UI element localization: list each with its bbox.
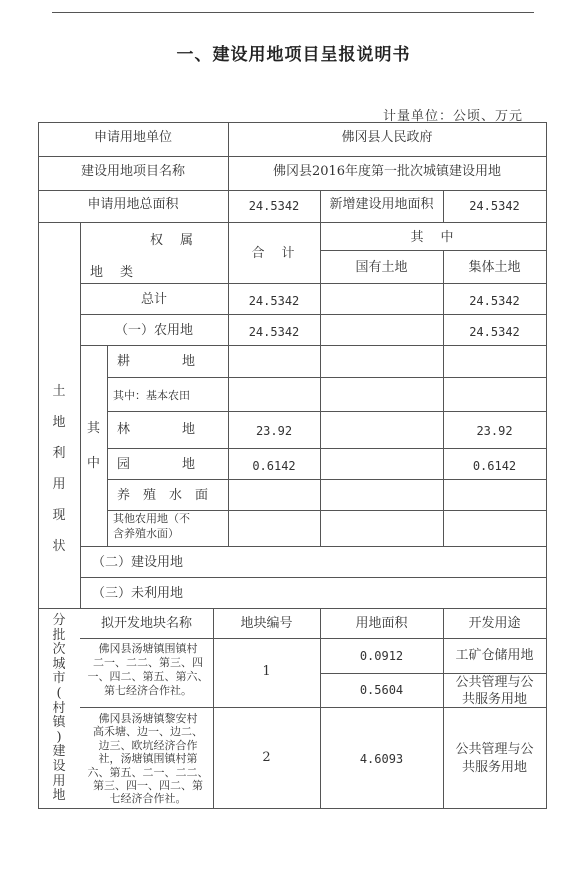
of-which-header: 其 中	[410, 230, 456, 245]
parcel-area-1b: 0.5604	[359, 683, 404, 697]
land-type-header: 地 类	[90, 265, 136, 280]
total-area-value: 24.5342	[248, 199, 300, 213]
parcel-no-header: 地块编号	[240, 616, 293, 631]
side-char: 用	[52, 477, 66, 492]
land-status-side-label	[38, 376, 80, 562]
parcel-name-line: 边三、欧坑经济合作	[98, 738, 198, 752]
parcel-use-1b	[443, 674, 546, 708]
side-char: 地	[52, 415, 66, 430]
side-char: 分	[52, 613, 66, 628]
parcel-name-line: 七经济合作社。	[109, 792, 187, 806]
side-char: )	[56, 729, 62, 745]
parcel-use-line: 共服务用地	[461, 692, 527, 707]
farmland-total: 24.5342	[248, 325, 300, 339]
farmland-collective: 24.5342	[469, 325, 520, 339]
side-char: 城	[52, 656, 66, 672]
garden-land-total: 0.6142	[252, 459, 296, 473]
new-area-value: 24.5342	[469, 199, 520, 213]
side-char: 用	[52, 773, 66, 789]
unused-land-label: （三）未利用地	[92, 586, 184, 601]
parcel-name-line: 佛冈县汤塘镇黎安村	[98, 712, 198, 725]
other-farmland-line1: 其他农用地（不	[113, 512, 190, 525]
basic-farmland-label: 其中：基本农田	[113, 389, 190, 402]
forest-land-collective: 23.92	[476, 424, 513, 438]
batch-side-label	[38, 614, 80, 804]
page-title: 一、建设用地项目呈报说明书	[176, 45, 411, 65]
of-which-side-1: 其	[86, 421, 100, 436]
parcel-use-line: 公共管理与公	[455, 675, 534, 690]
side-char: 现	[52, 508, 66, 523]
parcel-use-line: 公共管理与公	[455, 742, 534, 757]
state-land-header: 国有土地	[355, 260, 408, 275]
forest-land-total: 23.92	[255, 424, 293, 438]
side-char: (	[56, 685, 62, 701]
parcel-name-line: 二一、二二、第三、四	[93, 656, 203, 669]
parcel-name-header: 拟开发地块名称	[100, 616, 192, 631]
side-char: 次	[52, 642, 66, 658]
parcel-name-line: 佛冈县汤塘镇围镇村	[98, 642, 198, 655]
total-area-label: 申请用地总面积	[87, 197, 179, 212]
side-char: 设	[52, 758, 66, 774]
other-farmland-line2: 含养殖水面）	[113, 527, 179, 540]
aquaculture-label: 养 殖 水 面	[117, 488, 209, 503]
side-char: 状	[52, 539, 66, 554]
applicant-value: 佛冈县人民政府	[341, 130, 433, 145]
parcel-use-2	[443, 741, 546, 777]
garden-land-label: 园 地	[117, 457, 196, 472]
new-area-label: 新增建设用地面积	[329, 197, 434, 212]
parcel-name-line: 一、四二、第五、第六、	[87, 670, 209, 683]
grand-total-label: 总计	[140, 292, 167, 307]
construction-land-label: （二）建设用地	[92, 555, 184, 570]
project-value: 佛冈县2016年度第一批次城镇建设用地	[272, 164, 502, 179]
side-char: 利	[52, 446, 66, 461]
project-label: 建设用地项目名称	[80, 164, 185, 179]
parcel-use-line: 共服务用地	[461, 760, 527, 775]
garden-land-collective: 0.6142	[472, 459, 517, 473]
farmland-label: （一）农用地	[114, 323, 193, 338]
parcel-use-1a: 工矿仓储用地	[455, 648, 534, 663]
forest-land-label: 林 地	[117, 422, 196, 437]
collective-land-header: 集体土地	[468, 260, 521, 275]
parcel-no-1: 1	[262, 664, 271, 679]
parcel-no-2: 2	[262, 750, 271, 765]
side-char: 市	[52, 671, 66, 687]
side-char: 批	[52, 627, 66, 643]
table-row	[84, 712, 212, 806]
of-which-side-2: 中	[86, 456, 100, 471]
parcel-name-line: 第三、四一、四二、第	[93, 779, 203, 793]
parcel-name-line: 社，汤塘镇围镇村第	[98, 752, 198, 766]
parcel-area-header: 用地面积	[355, 616, 408, 631]
total-header: 合 计	[251, 246, 297, 261]
applicant-label: 申请用地单位	[93, 130, 172, 145]
parcel-name-line: 第七经济合作社。	[104, 684, 192, 697]
ownership-header: 权 属	[150, 233, 196, 248]
grand-total-value: 24.5342	[248, 294, 300, 308]
parcel-area-2: 4.6093	[359, 752, 404, 766]
parcel-name-line: 高禾塘、边一、边二、	[93, 725, 203, 739]
grand-total-collective: 24.5342	[469, 294, 520, 308]
parcel-name-line: 六、第五、二一、二二、	[87, 765, 209, 779]
side-char: 土	[52, 384, 66, 399]
table-row	[86, 642, 210, 698]
side-char: 建	[52, 744, 66, 760]
parcel-area-1a: 0.0912	[359, 649, 404, 663]
unit-note: 计量单位：公顷、万元	[382, 109, 523, 124]
side-char: 地	[52, 788, 66, 804]
parcel-use-header: 开发用途	[468, 616, 521, 631]
side-char: 镇	[52, 715, 66, 731]
cultivated-land-label: 耕 地	[117, 354, 196, 369]
side-char: 村	[52, 700, 66, 716]
